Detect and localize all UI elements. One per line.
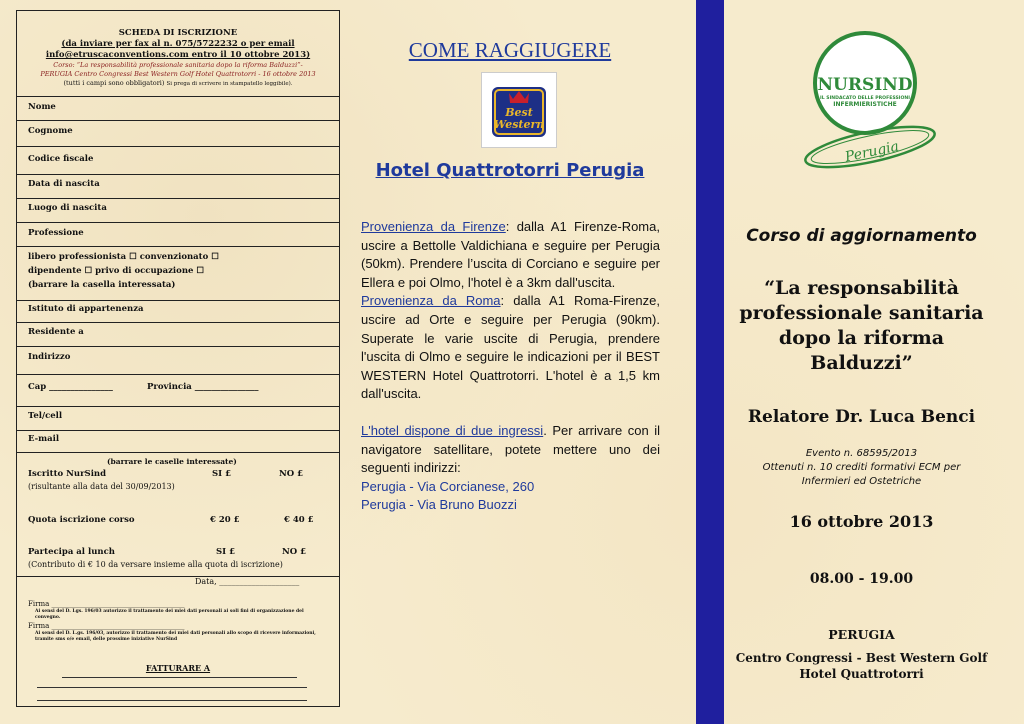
fold-divider-bar: [696, 0, 724, 724]
nursind-logo-icon: [790, 26, 940, 176]
nursind-logo: [790, 26, 940, 176]
firma-2[interactable]: Firma ______________________________________: [28, 622, 185, 630]
speaker: Relatore Dr. Luca Benci: [747, 407, 976, 427]
form-email-line[interactable]: info@etruscaconventions.com entro il 10 ottobre 2013): [45, 50, 311, 60]
logo-name: NURSIND: [817, 75, 913, 95]
firenze-text: : dalla A1 Firenze-Roma, uscire a Bettolle Valdichiana e seguire per Perugia (50km). Prendere l’uscita di Corciano e seguire per Ellera e poi Olmo, l'hotel è a 3km dall'uscita.: [361, 219, 660, 290]
iscritto-label: Iscritto NurSind: [28, 469, 107, 479]
iscritto-note: (risultante alla data del 30/09/2013): [28, 482, 175, 491]
provincia-label: Provincia _______________: [147, 382, 259, 392]
logo-line2: Western: [493, 118, 545, 131]
firenze-label: Provenienza da Firenze: [361, 219, 506, 234]
logo-line1: Best: [505, 106, 533, 119]
logo-sub2: INFERMIERISTICHE: [833, 101, 897, 108]
form-title: SCHEDA DI ISCRIZIONE: [118, 28, 238, 38]
legal-note-2: Ai sensi del D. L.gs. 196/03, autorizzo il trattamento dei miei dati personali allo scopo di ricevere informazioni, tramite sms o/e email, delle prossime iniziative NurSind: [35, 631, 316, 642]
field-professione[interactable]: Professione: [17, 223, 339, 247]
form-course-line: Corso: “La responsabilità professionale sanitaria dopo la riforma Balduzzi”-: [53, 61, 303, 69]
fatturare-line-3[interactable]: [37, 700, 307, 701]
field-istituto[interactable]: Istituto di appartenenza: [17, 301, 339, 323]
legal-note-1: Ai sensi del D. Lgs. 196/03 autorizzo il trattamento dei miei dati personali ai soli fini di organizzazione del convegno.: [35, 609, 304, 620]
event-info: [724, 447, 999, 489]
form-place-line: PERUGIA Centro Congressi Best Western Golf Hotel Quattrotorri - 16 ottobre 2013: [40, 70, 316, 78]
barrare-note: (barrare le caselle interessate): [107, 457, 237, 466]
fatturare-label: FATTURARE A: [145, 663, 211, 673]
field-cap-provincia[interactable]: [17, 375, 339, 407]
field-codice-fiscale[interactable]: Codice fiscale: [17, 147, 339, 175]
registration-form: [16, 10, 340, 707]
best-western-logo: [481, 72, 557, 148]
roma-text: : dalla A1 Roma-Firenze, uscire ad Orte e seguire per Perugia (90km). Superate le varie uscite di Perugia, prendere l'uscita di Olmo e seguire le indicazioni per il BEST WESTERN Hotel Quattrotorri. L'hotel è a 1,5 km dall'uscita.: [361, 293, 660, 402]
logo-sub1: IL SINDACATO DELLE PROFESSIONI: [820, 96, 910, 101]
course-title-line1: “La responsabilità: [764, 277, 959, 299]
form-fill-note-small: Si prega di scrivere in stampatello leggibile).: [166, 81, 293, 87]
course-title-line3: dopo la riforma: [778, 327, 945, 349]
field-email[interactable]: E-mail: [17, 431, 339, 453]
address-2: Perugia - Via Bruno Buozzi: [361, 497, 517, 513]
lunch-si[interactable]: SI £: [216, 547, 235, 557]
event-venue: [724, 650, 999, 682]
course-title-line4: Balduzzi”: [810, 352, 913, 374]
directions-text: [361, 218, 660, 515]
lunch-label: Partecipa al lunch: [28, 547, 115, 557]
event-date: 16 ottobre 2013: [789, 512, 934, 531]
prof-options-note: (barrare la casella interessata): [28, 280, 176, 290]
form-send-line: (da inviare per fax al n. 075/5722232 o per email: [61, 39, 295, 49]
ingressi-text: . Per arrivare con il navigatore satellitare, potete mettere uno dei seguenti indirizzi:: [361, 422, 660, 476]
field-nome[interactable]: Nome: [17, 97, 339, 121]
field-luogo-nascita[interactable]: Luogo di nascita: [17, 199, 339, 223]
fatturare-line-1[interactable]: [62, 677, 297, 678]
ingressi-label: L'hotel dispone di due ingressi: [361, 422, 544, 438]
quota-label: Quota iscrizione corso: [28, 515, 135, 525]
event-number: Evento n. 68595/2013: [805, 448, 918, 459]
event-city: PERUGIA: [828, 627, 895, 642]
course-type: Corso di aggiornamento: [746, 226, 977, 246]
event-time: 08.00 - 19.00: [809, 571, 914, 587]
quota-40[interactable]: € 40 £: [284, 515, 314, 525]
field-indirizzo[interactable]: Indirizzo: [17, 347, 339, 375]
field-data-nascita[interactable]: Data di nascita: [17, 175, 339, 199]
membership-section: [17, 453, 339, 577]
iscritto-si[interactable]: SI £: [212, 469, 231, 479]
hotel-name: Hotel Quattrotorri Perugia: [375, 160, 645, 181]
directions-heading: COME RAGGIUGERE: [408, 38, 612, 62]
prof-options-line1[interactable]: libero professionista ☐ convenzionato ☐: [28, 252, 219, 262]
form-header: [17, 11, 339, 97]
course-title-line2: professionale sanitaria: [739, 302, 984, 324]
best-western-crown-icon: [482, 73, 556, 147]
lunch-note: (Contributo di € 10 da versare insieme alla quota di iscrizione): [28, 560, 283, 569]
fatturare-line-2[interactable]: [37, 687, 307, 688]
prof-options-line2[interactable]: dipendente ☐ privo di occupazione ☐: [28, 266, 205, 276]
course-title: [724, 276, 999, 376]
credits-line1: Ottenuti n. 10 crediti formativi ECM per: [762, 462, 961, 473]
cover-panel: [724, 0, 1024, 724]
address-1: Perugia - Via Corcianese, 260: [361, 478, 535, 494]
venue-line2: Hotel Quattrotorri: [799, 667, 924, 681]
data-field[interactable]: Data, ____________________: [195, 577, 300, 586]
logo-city: Perugia: [843, 138, 901, 166]
field-residente[interactable]: Residente a: [17, 323, 339, 347]
roma-label: Provenienza da Roma: [361, 293, 501, 309]
firma-1[interactable]: Firma ______________________________________: [28, 600, 185, 608]
field-tel[interactable]: Tel/cell: [17, 407, 339, 431]
venue-line1: Centro Congressi - Best Western Golf: [735, 651, 988, 665]
field-cognome[interactable]: Cognome: [17, 121, 339, 147]
lunch-no[interactable]: NO £: [282, 547, 307, 557]
iscritto-no[interactable]: NO £: [279, 469, 304, 479]
credits-line2: Infermieri ed Ostetriche: [801, 476, 922, 487]
field-professione-options[interactable]: [17, 247, 339, 301]
form-fill-note: (tutti i campi sono obbligatori): [63, 79, 165, 87]
quota-20[interactable]: € 20 £: [210, 515, 240, 525]
cap-label: Cap _______________: [28, 382, 113, 392]
